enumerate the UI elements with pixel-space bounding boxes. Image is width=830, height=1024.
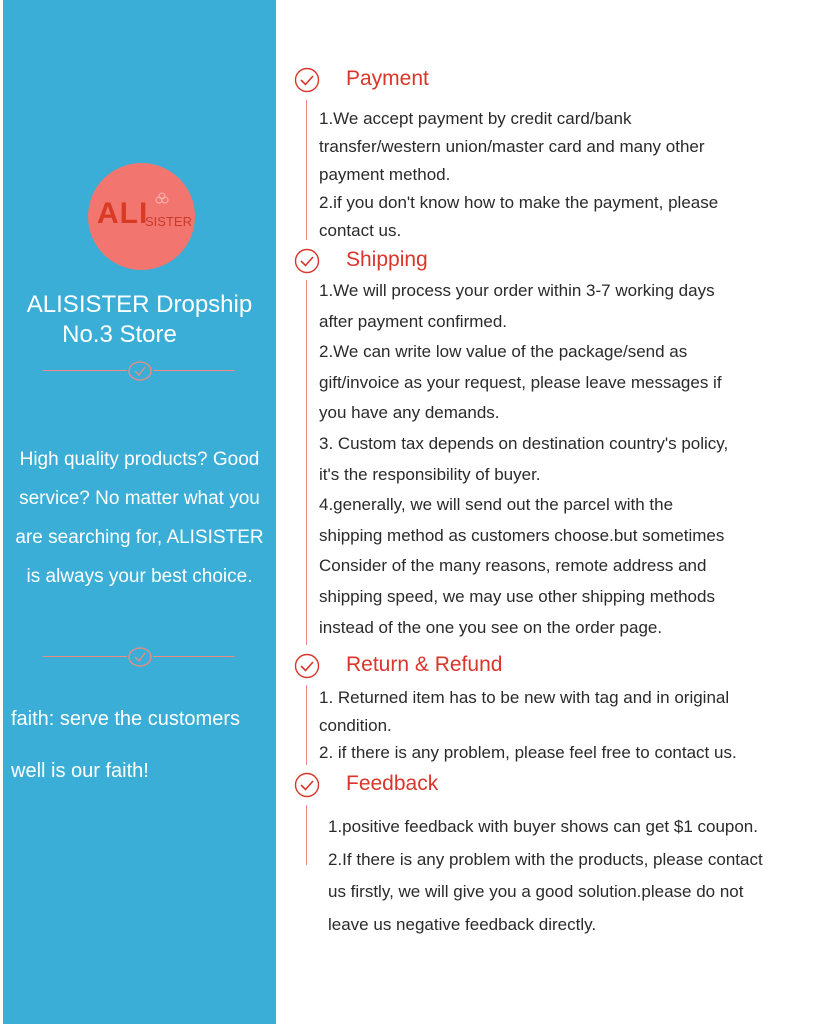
text-line: transfer/western union/master card and many other xyxy=(319,137,705,156)
text-line: 4.generally, we will send out the parcel with the xyxy=(319,495,674,515)
text-line: 1.positive feedback with buyer shows can get $1 coupon. xyxy=(328,817,758,836)
faith-line: well is our faith! xyxy=(11,760,149,782)
text-line: you have any demands. xyxy=(319,403,500,423)
section-vline xyxy=(306,280,307,645)
return-refund-text xyxy=(319,684,737,767)
text-line: 2.We can write low value of the package/send as xyxy=(319,342,688,362)
check-circle-icon xyxy=(293,653,321,679)
text-line: instead of the one you see on the order page. xyxy=(319,617,663,637)
text-line: 1. Returned item has to be new with tag and in original xyxy=(319,688,730,707)
section-vline xyxy=(306,805,307,865)
tagline xyxy=(3,440,276,596)
text-line: contact us. xyxy=(319,221,402,240)
text-line: shipping method as customers choose.but sometimes xyxy=(319,525,725,545)
tagline-line: service? No matter what you xyxy=(19,488,260,509)
text-line: shipping speed, we may use other shipping methods xyxy=(319,586,715,606)
text-line: 3. Custom tax depends on destination country's policy, xyxy=(319,433,729,453)
text-line: 1.We accept payment by credit card/bank xyxy=(319,109,632,128)
check-circle-icon xyxy=(127,361,153,381)
flower-icon xyxy=(154,191,170,207)
text-line: it's the responsibility of buyer. xyxy=(319,464,541,484)
text-line: leave us negative feedback directly. xyxy=(328,914,597,934)
text-line: payment method. xyxy=(319,165,451,184)
sidebar xyxy=(3,0,276,1024)
shipping-text xyxy=(319,276,728,643)
store-name-line1: ALISISTER Dropship xyxy=(26,291,253,318)
section-vline xyxy=(306,685,307,765)
text-line: 2. if there is any problem, please feel free to contact us. xyxy=(319,743,737,762)
text-line: 2.if you don't know how to make the payment, please xyxy=(319,193,719,212)
text-line: gift/invoice as your request, please leave messages if xyxy=(319,372,722,392)
tagline-line: is always your best choice. xyxy=(26,566,253,587)
tagline-line: are searching for, ALISISTER xyxy=(15,527,264,548)
faith-line: faith: serve the customers xyxy=(11,708,240,730)
logo-ali-text: ALI xyxy=(97,197,149,230)
text-line: us firstly, we will give you a good solution.please do not xyxy=(328,882,744,902)
check-circle-icon xyxy=(293,248,321,274)
text-line: condition. xyxy=(319,715,392,735)
store-name-line2: No.3 Store xyxy=(62,321,177,348)
section-title: Return & Refund xyxy=(346,653,503,676)
tagline-line: High quality products? Good xyxy=(19,449,260,470)
text-line: Consider of the many reasons, remote address and xyxy=(319,556,707,576)
check-circle-icon xyxy=(293,772,321,798)
check-circle-icon xyxy=(127,647,153,667)
store-name xyxy=(3,290,276,350)
text-line: 1.We will process your order within 3-7 working days xyxy=(319,281,715,300)
section-title: Shipping xyxy=(346,248,428,271)
divider-bottom xyxy=(43,647,235,667)
section-title: Feedback xyxy=(346,772,439,795)
faith-statement xyxy=(11,693,273,797)
divider-top xyxy=(43,361,235,381)
section-vline xyxy=(306,100,307,240)
check-circle-icon xyxy=(293,67,321,93)
store-logo xyxy=(88,163,195,270)
payment-text xyxy=(319,105,718,245)
logo-sister-text: SISTER xyxy=(145,214,192,229)
feedback-text xyxy=(328,811,763,941)
text-line: after payment confirmed. xyxy=(319,311,508,331)
section-title: Payment xyxy=(346,67,429,90)
text-line: 2.If there is any problem with the products, please contact xyxy=(328,849,763,869)
